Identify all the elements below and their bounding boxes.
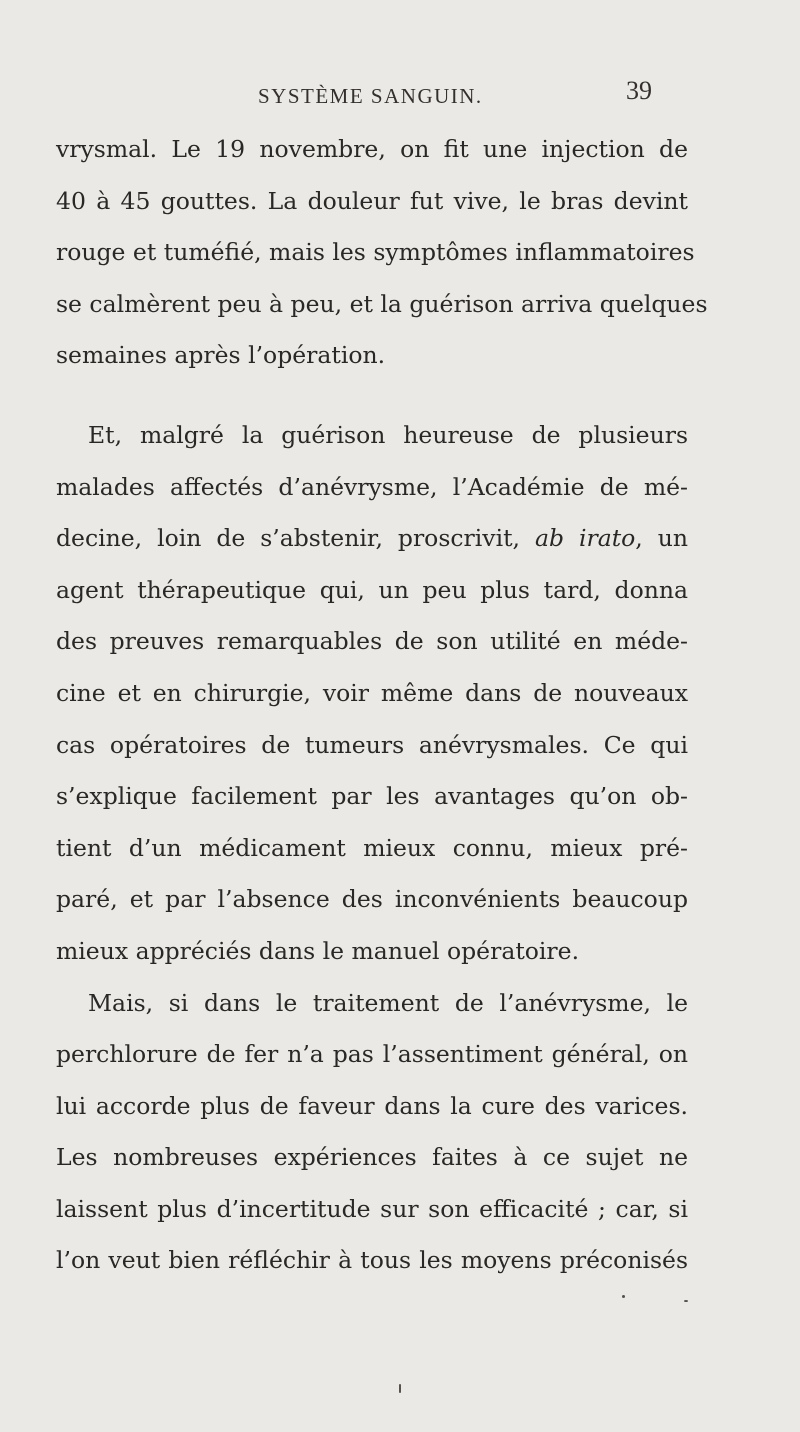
text-line: mieux appréciés dans le manuel opératoire.	[56, 936, 580, 965]
text-line-with-italic	[56, 513, 688, 565]
text-line: lui accorde plus de faveur dans la cure des varices.	[56, 1091, 688, 1120]
text-line: 40 à 45 gouttes. La douleur fut vive, le bras devint	[56, 186, 688, 215]
text-line: agent thérapeutique qui, un peu plus tard, donna	[56, 575, 688, 604]
text-line: Les nombreuses expériences faites à ce sujet ne	[56, 1143, 688, 1172]
paragraph-2	[56, 410, 688, 978]
text-line: cas opératoires de tumeurs anévrysmales. Ce qui	[56, 730, 688, 759]
text-segment: decine, loin de s’abstenir, proscrivit,	[56, 524, 521, 553]
text-line: Et, malgré la guérison heureuse de plusieurs	[88, 420, 688, 449]
text-line: paré, et par l’absence des inconvénients beaucoup	[56, 885, 688, 914]
text-line: malades affectés d’anévrysme, l’Académie de mé-	[56, 472, 688, 501]
text-segment: , un	[635, 524, 688, 553]
running-head: SYSTÈME SANGUIN.	[258, 84, 483, 108]
body-text	[56, 124, 708, 1287]
text-line: l’on veut bien réfléchir à tous les moyens préconisés	[56, 1246, 688, 1275]
text-line: vrysmal. Le 19 novembre, on fit une injection de	[56, 135, 688, 163]
page-number: 39	[626, 76, 652, 105]
paper-speck	[622, 1295, 625, 1298]
text-line: laissent plus d’incertitude sur son efficacité ; car, si	[56, 1194, 688, 1223]
text-line: Mais, si dans le traitement de l’anévrysme, le	[88, 988, 688, 1017]
paragraph-3	[56, 978, 688, 1288]
paragraph-1	[56, 124, 708, 382]
text-line: rouge et tuméfié, mais les symptômes inflammatoires	[56, 238, 695, 267]
text-line: perchlorure de fer n’a pas l’assentiment général, on	[56, 1040, 688, 1069]
text-line: s’explique facilement par les avantages qu’on ob-	[56, 782, 688, 811]
text-line: tient d’un médicament mieux connu, mieux pré-	[56, 833, 688, 862]
paper-speck	[684, 1300, 688, 1302]
text-line: cine et en chirurgie, voir même dans de nouveaux	[56, 678, 688, 707]
text-line: se calmèrent peu à peu, et la guérison arriva quelques	[56, 289, 708, 318]
text-line: des preuves remarquables de son utilité en méde-	[56, 627, 688, 656]
italic-phrase: ab irato	[534, 524, 636, 553]
paper-speck	[399, 1384, 401, 1393]
text-line: semaines après l’opération.	[56, 341, 386, 370]
